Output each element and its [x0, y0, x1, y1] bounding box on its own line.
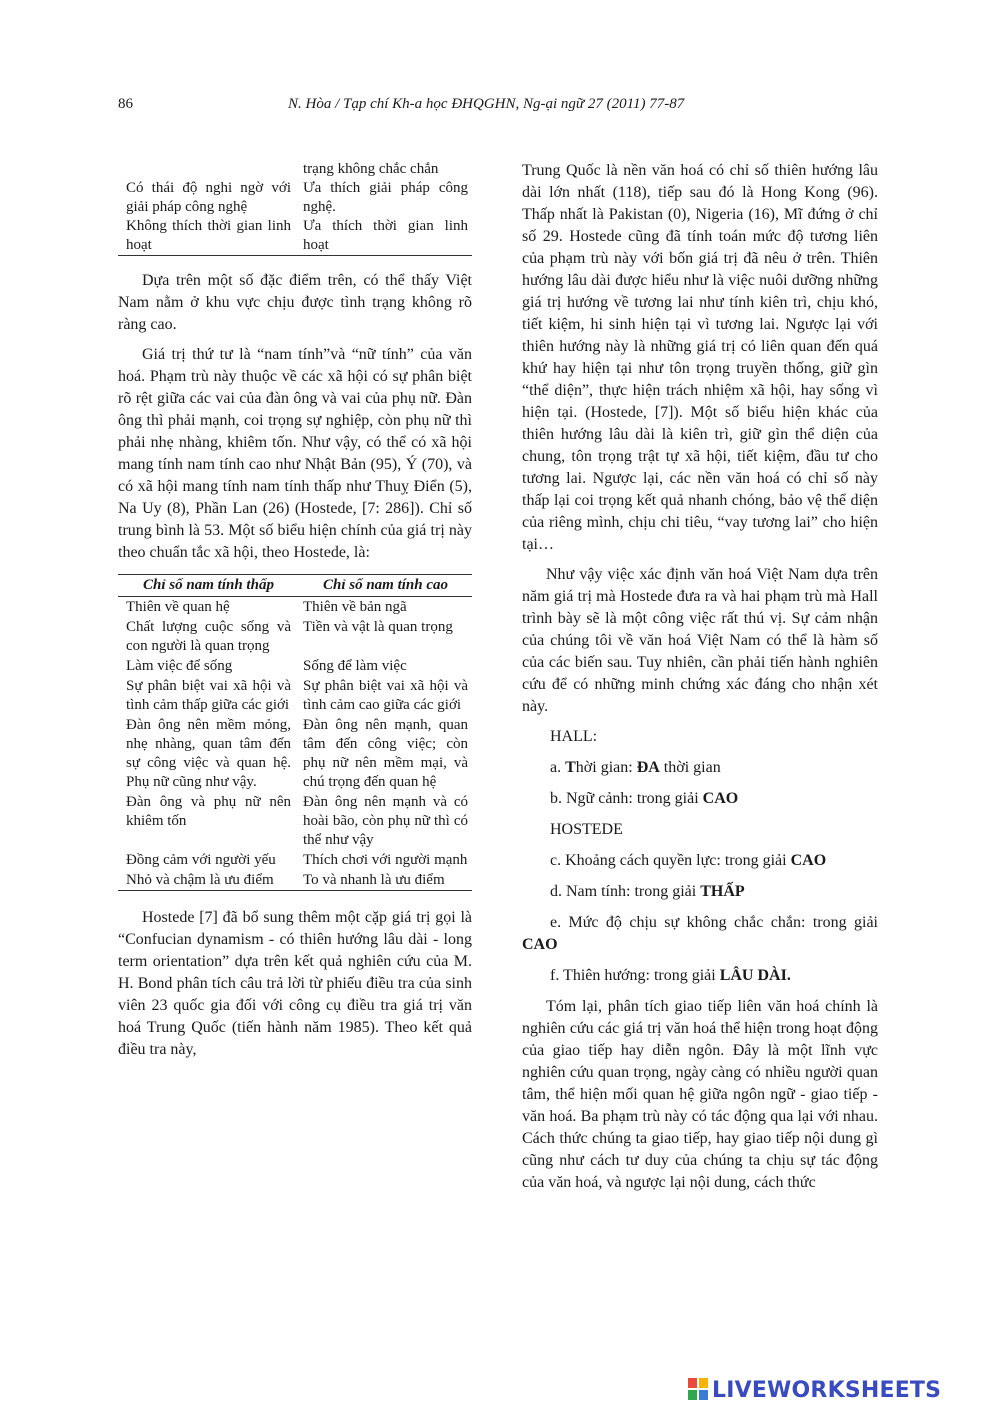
table-cell: Đàn ông nên mạnh, quan tâm đến công việc; còn phụ nữ nên mềm mại, và chú trọng đến quan hệ	[303, 717, 468, 790]
table-row	[118, 870, 472, 891]
table-cell: Sự phân biệt vai xã hội và tình cảm cao giữa các giới	[303, 678, 468, 713]
table-cell: Chất lượng cuộc sống và con người là quan trọng	[126, 619, 291, 654]
item-text: f. Thiên hướng: trong giải	[550, 967, 720, 984]
item-prefix: a.	[550, 759, 566, 776]
item-text: Ngữ cảnh: trong giải	[566, 790, 703, 807]
table-cell: Đàn ông và phụ nữ nên khiêm tốn	[126, 794, 291, 829]
list-item	[522, 850, 878, 872]
table-cell: Sự phân biệt vai xã hội và tình cảm thấp giữa các giới	[126, 678, 291, 713]
table-cell: Ưa thích thời gian linh hoạt	[303, 218, 468, 253]
table-cell: Nhỏ và chậm là ưu điểm	[126, 872, 274, 888]
table-row	[118, 792, 472, 850]
table-cell: Sống để làm việc	[303, 658, 407, 674]
table-cell: Thích chơi với người mạnh	[303, 852, 468, 868]
table-cell	[118, 160, 295, 179]
table-cell: Thiên về bản ngã	[303, 599, 407, 615]
column-header-low: Chỉ số nam tính thấp	[118, 575, 295, 597]
page-number: 86	[118, 96, 133, 112]
table-header-row	[118, 575, 472, 597]
hall-label: HALL:	[550, 728, 598, 745]
item-text: hời gian:	[575, 759, 637, 776]
table-row	[118, 160, 472, 179]
table-cell: To và nhanh là ưu điểm	[303, 872, 445, 888]
item-value: CAO	[522, 936, 558, 953]
table-cell: Tiền và vật là quan trọng	[303, 619, 453, 635]
paragraph: Tóm lại, phân tích giao tiếp liên văn hoá chính là nghiên cứu các giá trị văn hoá thể hiện trong hoạt động của giao tiếp hay diễn ngôn. Đây là một lĩnh vực nghiên cứu quan trọng, ngày càng có nhiều người quan tâm, thể hiện mối quan hệ giữa ngôn ngữ - giao tiếp - văn hoá. Ba phạm trù này có tác động qua lại với nhau. Cách thức chúng ta giao tiếp, hay giao tiếp nội dung gì cũng như cách tư duy của chúng ta chịu sự tác động của văn hoá, và ngược lại nội dung, cách thức	[522, 998, 878, 1191]
paragraph: Hostede [7] đã bổ sung thêm một cặp giá trị gọi là “Confucian dynamism - có thiên hướng lâu dài - long term orientation” dựa trên kết quả nghiên cứu của M. H. Bond phân tích câu trả lời từ phiếu điều tra của sinh viên 23 quốc gia đối với công cụ điều tra giá trị văn hoá Trung Quốc (tiến hành năm 1985). Theo kết quả điều tra này,	[118, 909, 472, 1058]
item-value: THẤP	[700, 883, 745, 900]
item-suffix: thời gian	[659, 759, 721, 776]
column-header-high: Chỉ số nam tính cao	[295, 575, 472, 597]
item-prefix: b.	[550, 790, 566, 807]
item-value: LÂU DÀI.	[719, 967, 791, 984]
paragraph: Giá trị thứ tư là “nam tính”và “nữ tính” của văn hoá. Phạm trù này thuộc về các xã hội có sự phân biệt rõ rệt giữa các vai của đàn ông và vai của phụ nữ. Đàn ông thì phải mạnh, coi trọng sự nghiệp, còn phụ nữ thì phải nhẹ nhàng, khiêm tốn. Như vậy, có thể có xã hội mang tính nam tính cao như Nhật Bản (95), Ý (70), và có xã hội mang tính nam tính thấp như Thuỵ Điển (5), Na Uy (8), Phần Lan (26) (Hostede, [7: 286]). Chỉ số trung bình là 53. Một số biểu hiện chính của giá trị này theo chuẩn tắc xã hội, theo Hostede, là:	[118, 346, 472, 561]
list-item	[522, 788, 878, 810]
page-header	[118, 96, 882, 120]
table-cell: Thiên về quan hệ	[126, 599, 230, 615]
item-value: CAO	[702, 790, 739, 807]
liveworksheets-watermark	[688, 1378, 988, 1406]
table-row	[118, 676, 472, 715]
paragraph: Trung Quốc là nền văn hoá có chỉ số thiên hướng lâu dài lớn nhất (118), tiếp sau đó là Hong Kong (96). Thấp nhất là Pakistan (0), Nigeria (16), Mĩ đứng ở chỉ số 29. Hostede cũng đã tính toán mức độ tương liên của phạm trù này với bốn giá trị đã nêu ở trên. Thiên hướng lâu dài được hiểu như là việc nuôi dưỡng những giá trị hướng về tương lai như tính kiên trì, chịu khó, tiết kiệm, hi sinh hiện tại vì tương lai. Ngược lại với thiên hướng này là những giá trị có liên quan đến quá khứ hay hiện tại như tôn trọng truyền thống, giữ gìn “thể diện”, thực hiện trách nhiệm xã hội, hay sống vì hiện tại. (Hostede, [7]). Một số biểu hiện khác của thiên hướng lâu dài là kiên trì, giữ gìn thể diện của chung, tôn trọng trật tự xã hội, tiết kiệm, đầu tư cho tương lai. Ngược lại, các nền văn hoá có chỉ số này thấp lại coi trọng kết quả nhanh chóng, bảo vệ thể diện của riêng mình, chịu chi tiêu, “vay tương lai” cho hiện tại…	[522, 162, 878, 553]
table-row	[118, 715, 472, 792]
table-cell: Đàn ông nên mềm mỏng, nhẹ nhàng, quan tâm đến sự công việc và quan hệ. Phụ nữ cũng như vậy.	[126, 717, 291, 790]
table-cell: trạng không chắc chắn	[303, 161, 439, 177]
table-cell: Không thích thời gian linh hoạt	[126, 218, 291, 253]
paragraph: Dựa trên một số đặc điểm trên, có thể thấy Việt Nam nằm ở khu vực chịu được tình trạng không rõ ràng cao.	[118, 272, 472, 333]
table-row	[118, 656, 472, 676]
uncertainty-table-continuation	[118, 160, 472, 256]
list-item	[522, 881, 878, 903]
table-row	[118, 597, 472, 618]
list-item	[522, 912, 878, 956]
item-bold-initial: T	[565, 759, 576, 776]
item-text: d. Nam tính: trong giải	[550, 883, 701, 900]
hostede-label: HOSTEDE	[550, 821, 623, 838]
table-cell: Đàn ông nên mạnh và có hoài bão, còn phụ nữ thì có thể như vậy	[303, 794, 468, 848]
table-cell: Đồng cảm với người yếu	[126, 852, 276, 868]
item-text: e. Mức độ chịu sự không chắc chắn: trong giải	[550, 914, 878, 931]
masculinity-table	[118, 574, 472, 891]
table-cell: Ưa thích giải pháp công nghệ.	[303, 180, 468, 215]
item-value: ĐA	[636, 759, 660, 776]
liveworksheets-logo-icon	[688, 1378, 708, 1400]
list-item	[522, 757, 878, 779]
table-cell: Có thái độ nghi ngờ với giải pháp công nghệ	[126, 180, 291, 215]
table-row	[118, 179, 472, 217]
table-cell: Làm việc để sống	[126, 658, 233, 674]
table-row	[118, 617, 472, 656]
paragraph: Như vậy việc xác định văn hoá Việt Nam dựa trên năm giá trị mà Hostede đưa ra và hai phạm trù mà Hall trình bày sẽ là một công việc rất thú vị. Sự cảm nhận của chúng tôi về văn hoá Việt Nam có thể là hàm số của các biến sau. Tuy nhiên, cần phải tiến hành nghiên cứu để có những minh chứng xác đáng cho nhận xét này.	[522, 566, 878, 715]
right-column	[522, 160, 878, 1202]
table-row	[118, 850, 472, 870]
left-column	[118, 160, 472, 1069]
brand-text: LIVEWORKSHEETS	[712, 1378, 942, 1403]
list-item	[522, 965, 878, 987]
item-text: c. Khoảng cách quyền lực: trong giải	[550, 852, 791, 869]
table-row	[118, 217, 472, 256]
item-value: CAO	[790, 852, 827, 869]
running-title: N. Hòa / Tạp chí Kh‑a học ĐHQGHN, Ng‑ại ngữ 27 (2011) 77-87	[288, 96, 685, 112]
